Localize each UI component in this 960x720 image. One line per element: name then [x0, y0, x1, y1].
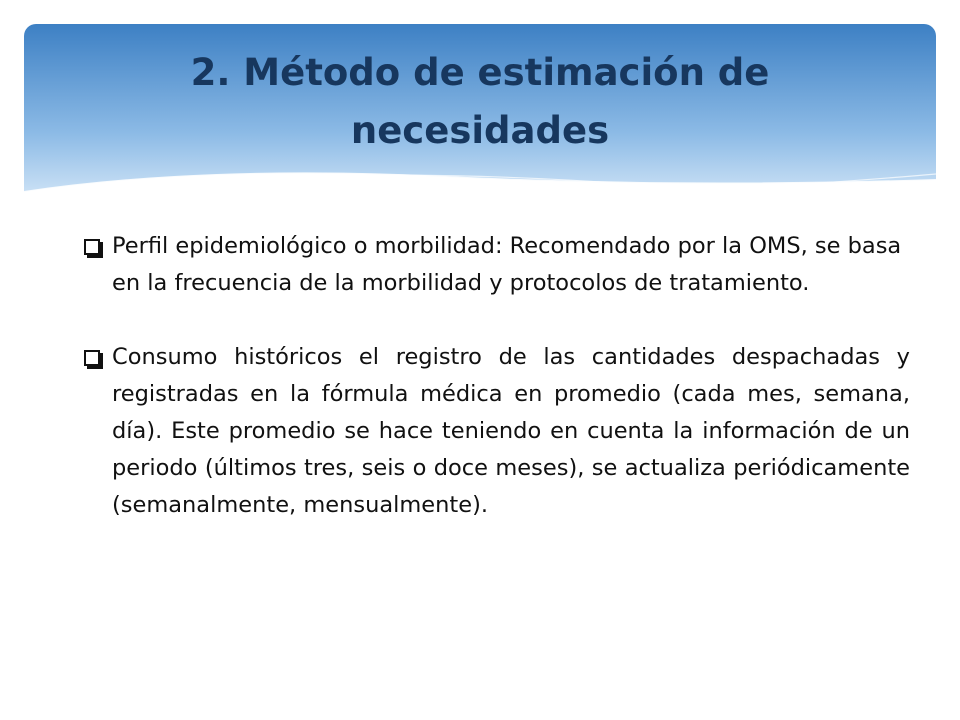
checkbox-square-icon — [84, 239, 100, 255]
slide-title-line-1: 2. Método de estimación de — [190, 51, 770, 94]
bullet-text: Consumo históricos el registro de las cantidades despachadas y registradas en la fórmula médica en promedio (cada mes, semana, día). Este promedio se hace teniendo en cuenta la información de un periodo (últimos tres, seis o doce meses), se actualiza periódicamente (semanalmente, mensualmente). — [112, 344, 910, 518]
bullet-item-perfil — [84, 228, 910, 302]
checkbox-square-icon — [84, 350, 100, 366]
bullet-text: Perfil epidemiológico o morbilidad: Recomendado por la OMS, se basa en la frecuencia de la morbilidad y protocolos de tratamiento. — [112, 233, 902, 296]
bullet-item-consumo — [84, 339, 910, 524]
slide-body — [84, 228, 910, 524]
slide-title-line-2: necesidades — [350, 109, 610, 152]
slide-title — [24, 44, 936, 160]
